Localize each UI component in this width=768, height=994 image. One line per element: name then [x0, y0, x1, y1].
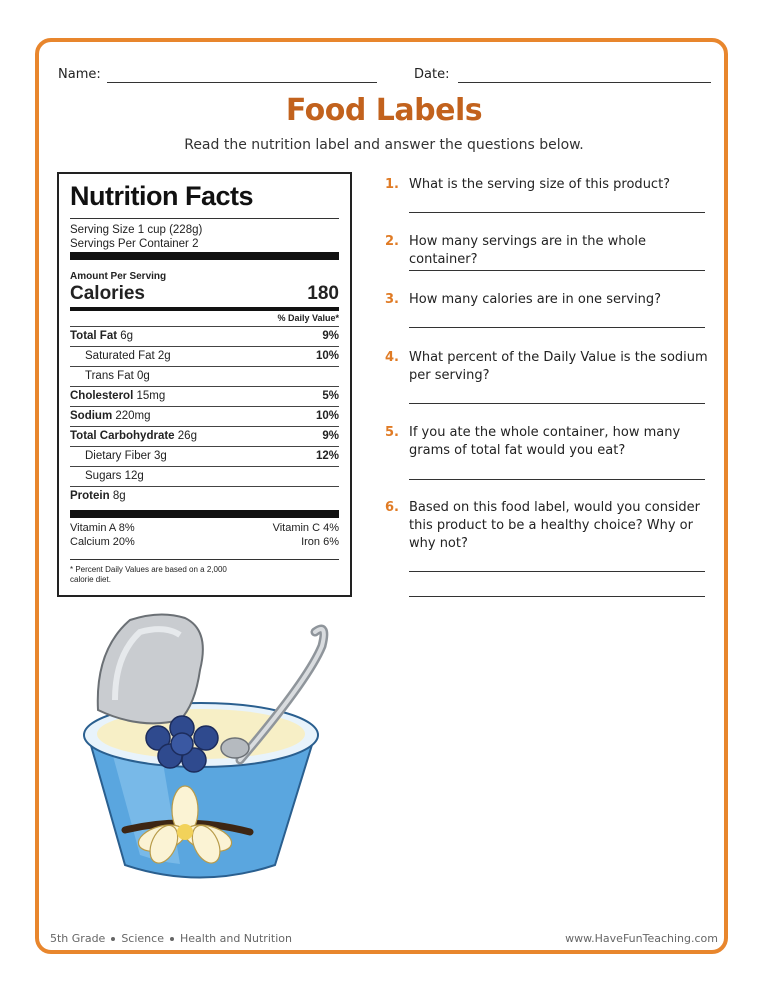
servings-per-container: Servings Per Container 2 [70, 238, 199, 250]
answer-line-6b[interactable] [409, 596, 705, 597]
mineral-row: Calcium 20% Iron 6% [70, 536, 339, 548]
nutrient-row: Cholesterol 15mg 5% [70, 387, 339, 407]
footer-breadcrumb: 5th Grade Science Health and Nutrition [50, 932, 292, 945]
answer-line-4[interactable] [409, 403, 705, 404]
page-subtitle: Read the nutrition label and answer the questions below. [184, 137, 584, 153]
calories-row [70, 283, 339, 305]
amount-per-serving: Amount Per Serving [70, 271, 167, 282]
answer-line-3[interactable] [409, 327, 705, 328]
vitamin-row: Vitamin A 8% Vitamin C 4% [70, 522, 339, 534]
divider [70, 218, 339, 219]
nutrient-row: Sodium 220mg 10% [70, 407, 339, 427]
answer-line-5[interactable] [409, 479, 705, 480]
name-label: Name: [58, 67, 101, 82]
name-field[interactable] [107, 82, 377, 83]
nutrition-facts-label [57, 172, 352, 597]
calories-label: Calories [70, 283, 145, 304]
divider [70, 559, 339, 560]
divider-thick [70, 252, 339, 260]
calories-value: 180 [307, 283, 339, 304]
nutrient-row: Total Fat 6g 9% [70, 327, 339, 347]
date-field[interactable] [458, 82, 711, 83]
answer-line-1[interactable] [409, 212, 705, 213]
footnote: * Percent Daily Values are based on a 2,000 calorie diet. [70, 565, 227, 584]
answer-line-2[interactable] [409, 270, 705, 271]
page-title: Food Labels [285, 93, 483, 128]
yogurt-cup-illustration [70, 610, 340, 890]
nutrient-row: Protein 8g [70, 490, 126, 502]
footer-website-link[interactable]: www.HaveFunTeaching.com [565, 932, 718, 945]
divider-thick [70, 510, 339, 518]
nutrient-row: Saturated Fat 2g 10% [70, 347, 339, 367]
date-label: Date: [414, 67, 450, 82]
answer-line-6a[interactable] [409, 571, 705, 572]
nutrient-row: Trans Fat 0g [70, 367, 339, 387]
nutrition-facts-title: Nutrition Facts [70, 181, 254, 211]
nutrient-row: Sugars 12g [70, 467, 339, 487]
nutrient-row: Dietary Fiber 3g 12% [70, 447, 339, 467]
serving-size: Serving Size 1 cup (228g) [70, 224, 203, 236]
daily-value-header: % Daily Value* [70, 311, 339, 327]
nutrient-row: Total Carbohydrate 26g 9% [70, 427, 339, 447]
